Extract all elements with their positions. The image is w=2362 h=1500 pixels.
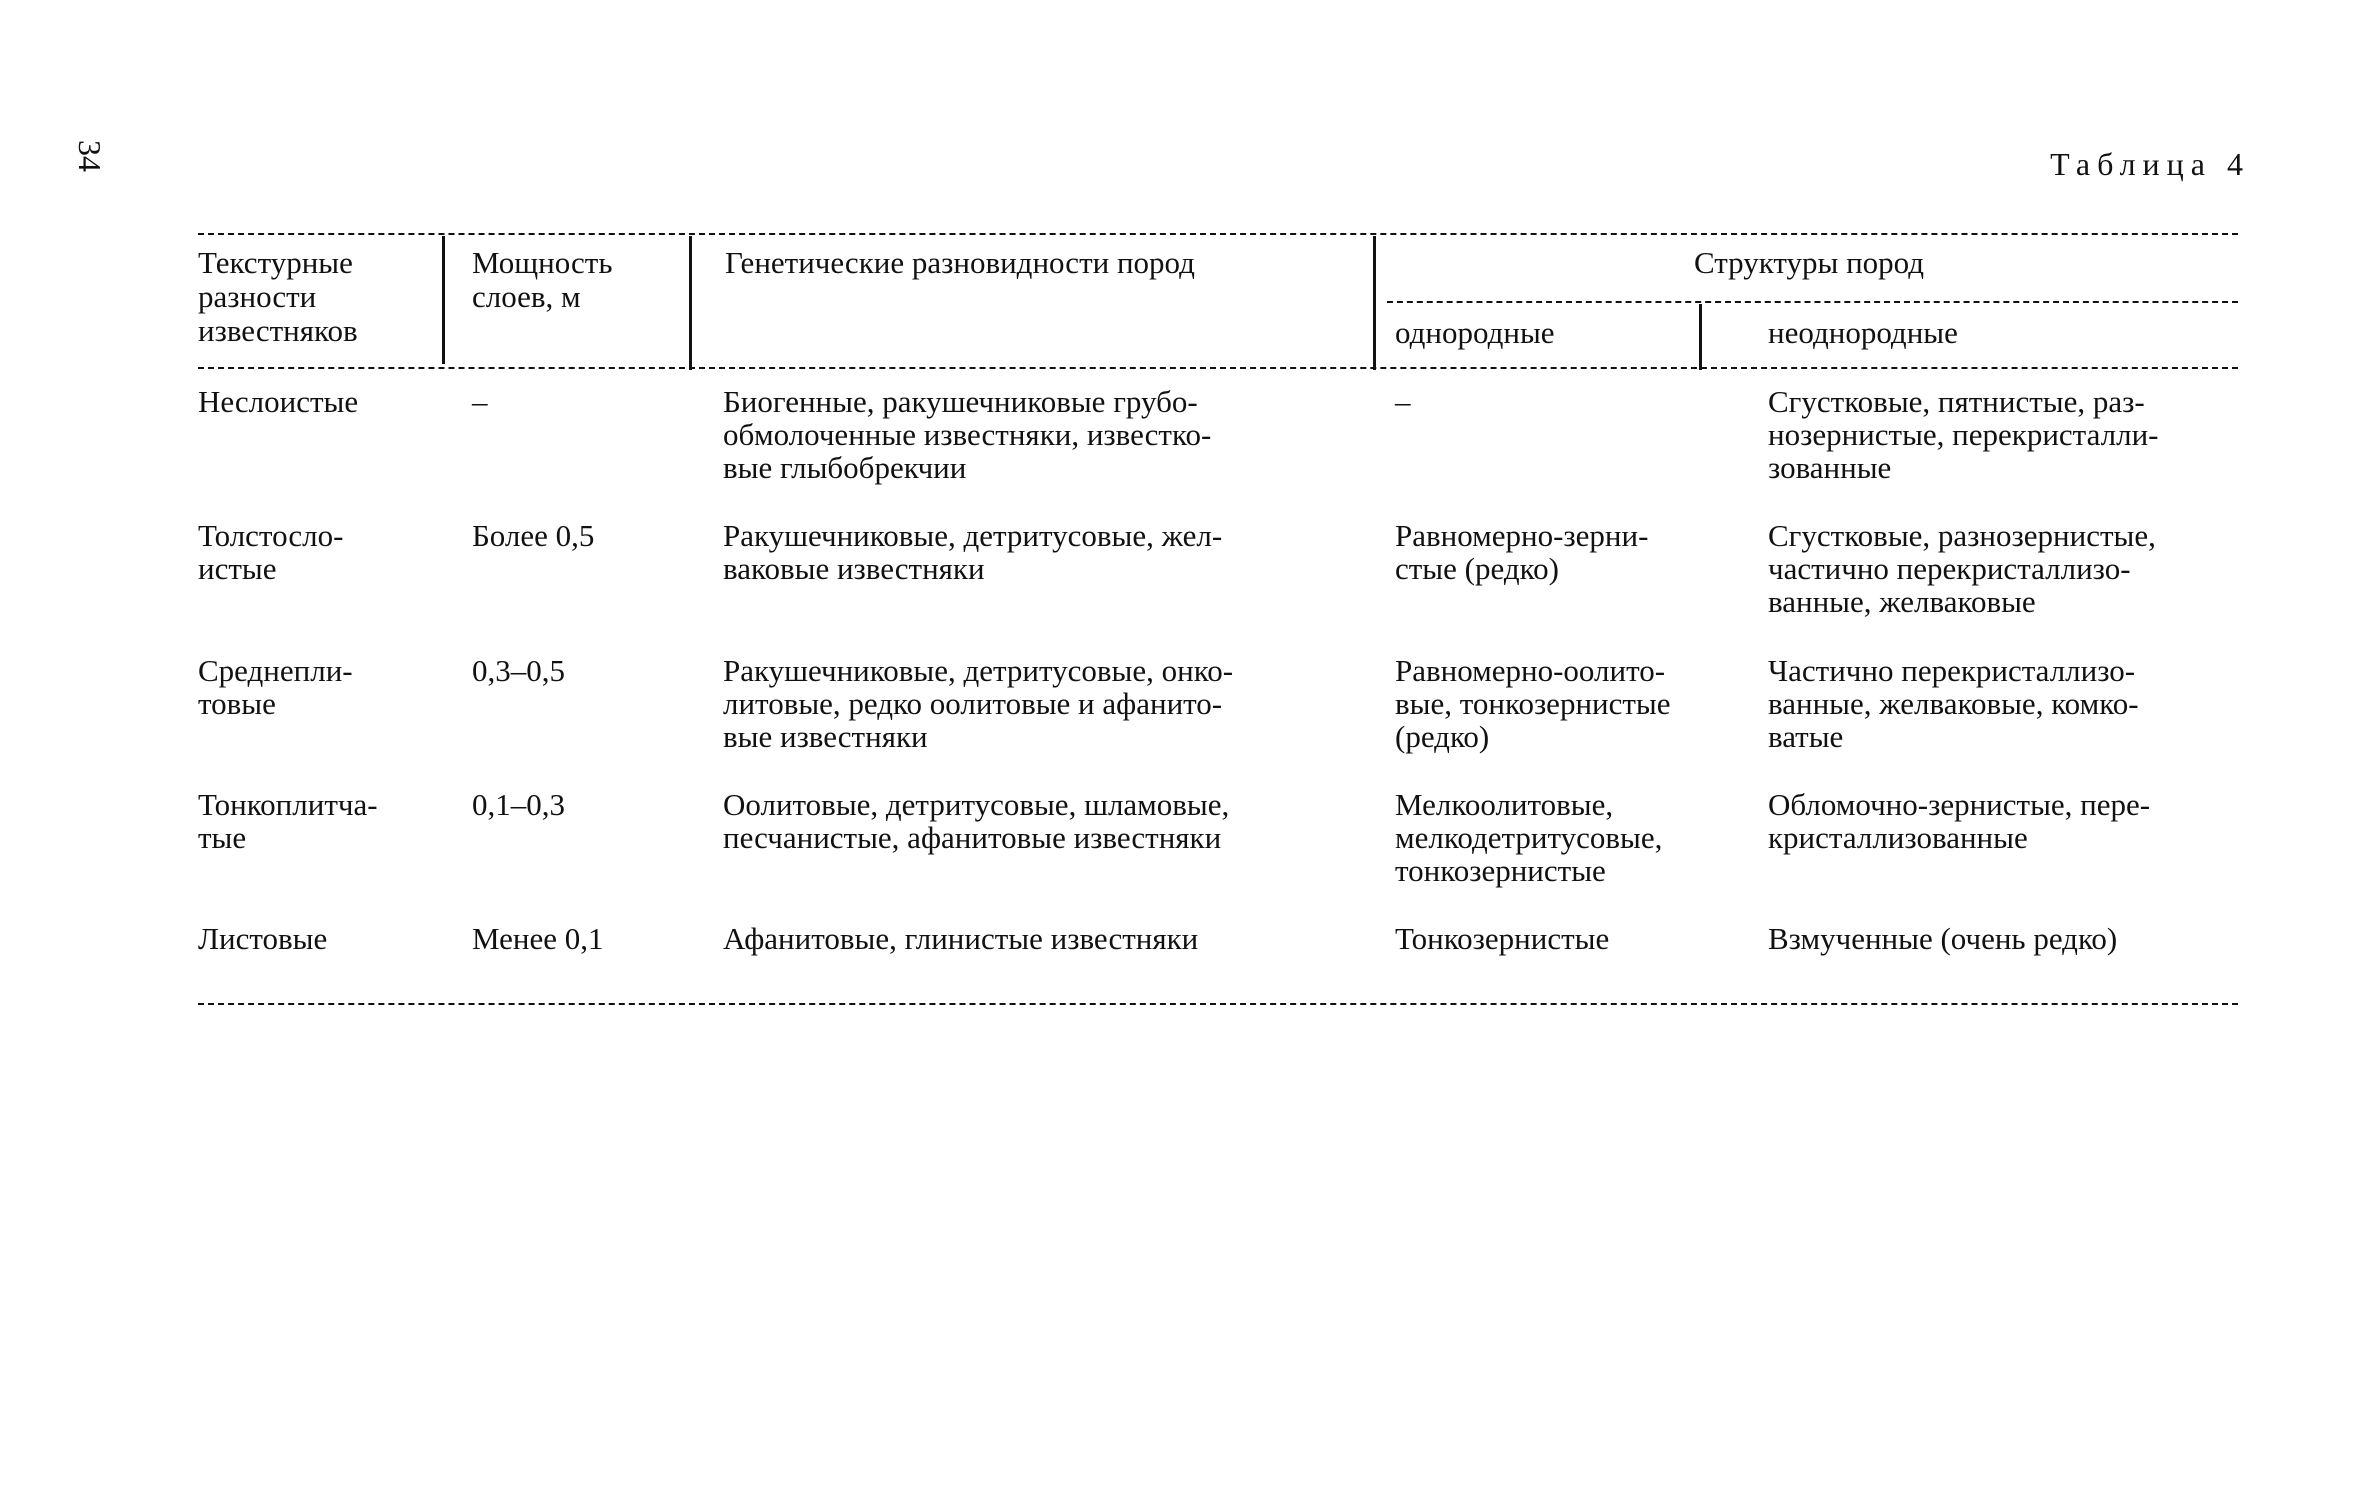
cell-uniform: Равномерно-зерни- стые (редко): [1395, 518, 1649, 586]
cell-nonuniform: Частично перекристаллизо- ванные, желваковые, комко- ватые: [1768, 653, 2139, 754]
header-uniform: однородные: [1395, 315, 1555, 350]
cell-thickness: Более 0,5: [472, 518, 595, 553]
table-bottom-rule: [198, 1003, 2238, 1005]
cell-nonuniform: Сгустковые, разнозернистые, частично перекристаллизо- ванные, желваковые: [1768, 518, 2156, 619]
cell-texture: Листовые: [198, 921, 328, 956]
page-number: 34: [72, 140, 108, 172]
cell-thickness: 0,1–0,3: [472, 787, 565, 822]
header-structures: Структуры пород: [1693, 245, 1925, 280]
cell-uniform: Мелкоолитовые, мелкодетритусовые, тонкозернистые: [1395, 787, 1663, 888]
cell-nonuniform: Сгустковые, пятнистые, раз- нозернистые, перекристалли- зованные: [1768, 384, 2159, 485]
header-texture: Текстурные разности известняков: [198, 245, 358, 348]
cell-thickness: Менее 0,1: [472, 921, 604, 956]
cell-genetic: Афанитовые, глинистые известняки: [723, 921, 1199, 956]
cell-genetic: Ракушечниковые, детритусовые, жел- ваковые известняки: [723, 518, 1223, 586]
cell-texture: Среднепли- товые: [198, 653, 353, 721]
cell-uniform: Равномерно-оолито- вые, тонкозернистые (редко): [1395, 653, 1671, 754]
header-divider: [442, 236, 445, 364]
cell-uniform: Тонкозернистые: [1395, 921, 1610, 956]
cell-thickness: –: [472, 384, 488, 419]
cell-texture: Тонкоплитча- тые: [198, 787, 378, 855]
cell-uniform: –: [1395, 384, 1411, 419]
table-top-rule: [198, 233, 2238, 235]
header-bottom-rule: [198, 367, 2238, 369]
header-divider: [1373, 236, 1376, 370]
header-thickness: Мощность слоев, м: [472, 245, 613, 314]
cell-nonuniform: Взмученные (очень редко): [1768, 921, 2118, 956]
cell-nonuniform: Обломочно-зернистые, пере- кристаллизованные: [1768, 787, 2151, 855]
table-label: Таблица 4: [2050, 146, 2250, 182]
cell-genetic: Биогенные, ракушечниковые грубо- обмолоченные известняки, известко- вые глыбобрекчии: [723, 384, 1212, 485]
header-divider: [1699, 304, 1702, 370]
header-nonuniform: неоднородные: [1768, 315, 1958, 350]
cell-genetic: Ракушечниковые, детритусовые, онко- литовые, редко оолитовые и афанито- вые известняки: [723, 653, 1234, 754]
cell-texture: Толстосло- истые: [198, 518, 344, 586]
header-divider: [689, 236, 692, 370]
header-genetic: Генетические разновидности пород: [725, 245, 1195, 280]
cell-thickness: 0,3–0,5: [472, 653, 565, 688]
group-header-rule: [1387, 301, 2238, 303]
cell-genetic: Оолитовые, детритусовые, шламовые, песчанистые, афанитовые известняки: [723, 787, 1230, 855]
cell-texture: Неслоистые: [198, 384, 359, 419]
